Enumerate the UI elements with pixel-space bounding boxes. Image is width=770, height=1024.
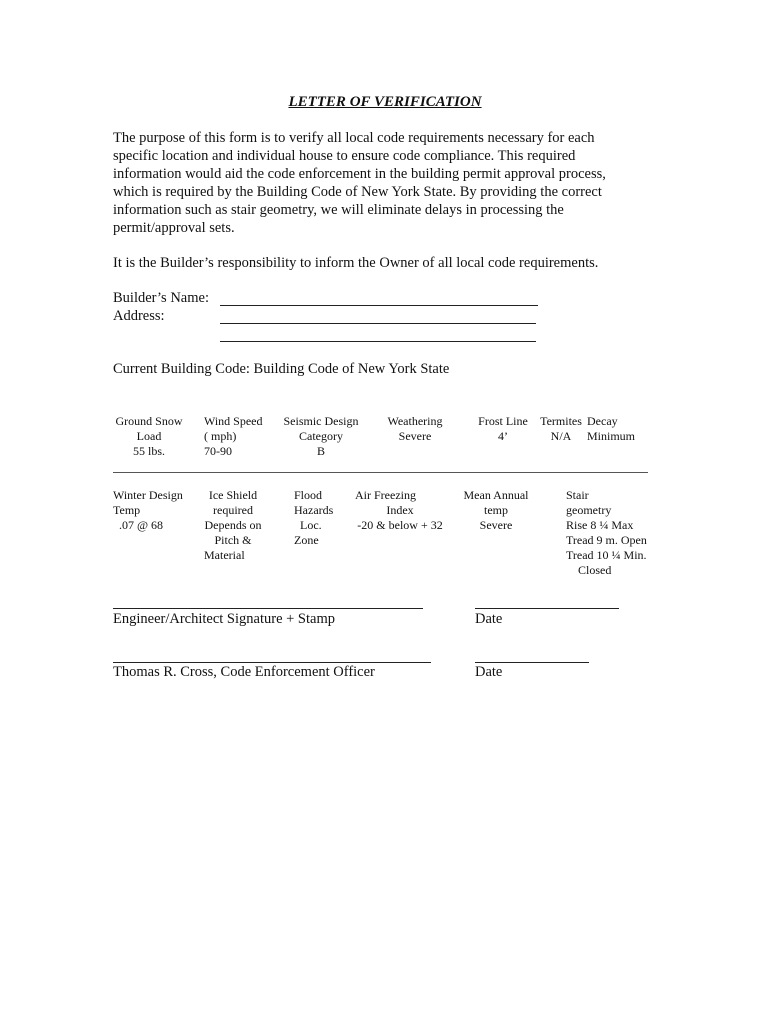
weathering-cell <box>384 414 446 444</box>
cell-line: Index <box>386 503 414 517</box>
intro-line: information such as stair geometry, we will eliminate delays in processing the <box>113 202 564 218</box>
cell-line: temp <box>484 503 508 517</box>
officer-signature-label: Thomas R. Cross, Code Enforcement Officer <box>113 664 375 680</box>
intro-line: specific location and individual house to ensure code compliance. This required <box>113 148 576 164</box>
stair-geometry-cell <box>566 488 647 578</box>
cell-line: Termites <box>540 414 582 428</box>
cell-line: Zone <box>294 533 319 547</box>
frost-line-cell <box>475 414 531 444</box>
address-line-1[interactable] <box>220 323 536 324</box>
cell-line: Hazards <box>294 503 334 517</box>
cell-line: Tread 10 ¼ Min. <box>566 548 647 562</box>
cell-line: 55 lbs. <box>132 444 165 458</box>
termites-cell <box>537 414 585 444</box>
intro-line: The purpose of this form is to verify all local code requirements necessary for each <box>113 130 595 146</box>
section-divider <box>113 472 648 473</box>
seismic-design-cell <box>281 414 361 459</box>
cell-line: Weathering <box>387 414 443 428</box>
cell-line: Material <box>204 548 245 562</box>
cell-line: Air Freezing <box>355 488 416 502</box>
cell-line: Severe <box>479 518 513 532</box>
decay-cell <box>587 414 635 444</box>
cell-line: Minimum <box>587 429 636 443</box>
intro-line: information would aid the code enforcement in the building permit approval process, <box>113 166 606 182</box>
cell-line: geometry <box>566 503 612 517</box>
cell-line: Load <box>136 429 162 443</box>
cell-line: Temp <box>113 503 141 517</box>
cell-line: 70-90 <box>204 444 232 458</box>
engineer-date-line[interactable] <box>475 608 619 609</box>
winter-design-cell <box>113 488 183 533</box>
intro-line: permit/approval sets. <box>113 220 235 236</box>
builders-name-line[interactable] <box>220 305 538 306</box>
responsibility-paragraph <box>113 254 653 272</box>
officer-date-line[interactable] <box>475 662 589 663</box>
cell-line: Severe <box>398 429 432 443</box>
responsibility-text: It is the Builder’s responsibility to inform the Owner of all local code requirements. <box>113 255 599 271</box>
cell-line: -20 & below + 32 <box>357 518 443 532</box>
cell-line: Loc. <box>300 518 322 532</box>
cell-line: Ice Shield <box>208 488 258 502</box>
cell-line: Closed <box>578 563 612 577</box>
cell-line: B <box>316 444 325 458</box>
cell-line: Decay <box>587 414 618 428</box>
mean-annual-cell <box>458 488 534 533</box>
cell-line: Flood <box>294 488 323 502</box>
cell-line: Depends on <box>204 518 262 532</box>
address-line-2[interactable] <box>220 341 536 342</box>
wind-speed-cell <box>204 414 263 459</box>
cell-line: Seismic Design <box>283 414 359 428</box>
intro-line: which is required by the Building Code of New York State. By providing the correct <box>113 184 602 200</box>
cell-line: Category <box>299 429 343 443</box>
cell-line: Wind Speed <box>204 414 263 428</box>
cell-line: .07 @ 68 <box>119 518 164 532</box>
air-freezing-cell <box>352 488 448 533</box>
cell-line: Pitch & <box>214 533 252 547</box>
document-title: LETTER OF VERIFICATION <box>288 94 482 110</box>
cell-line: Ground Snow <box>115 414 183 428</box>
cell-line: ( mph) <box>204 429 237 443</box>
address-label: Address: <box>113 308 165 324</box>
cell-line: Mean Annual <box>463 488 529 502</box>
officer-signature-line[interactable] <box>113 662 431 663</box>
ice-shield-cell <box>201 488 265 563</box>
officer-date-label: Date <box>475 664 503 680</box>
cell-line: required <box>213 503 253 517</box>
cell-line: Tread 9 m. Open <box>566 533 647 547</box>
cell-line: Frost Line <box>478 414 528 428</box>
cell-line: Winter Design <box>113 488 183 502</box>
cell-line: 4’ <box>498 429 508 443</box>
engineer-signature-line[interactable] <box>113 608 423 609</box>
builders-name-label: Builder’s Name: <box>113 290 209 306</box>
cell-line: N/A <box>550 429 572 443</box>
flood-cell <box>294 488 333 548</box>
engineer-date-label: Date <box>475 611 503 627</box>
cell-line: Stair <box>566 488 589 502</box>
engineer-signature-label: Engineer/Architect Signature + Stamp <box>113 611 335 627</box>
intro-paragraph <box>113 129 653 237</box>
cell-line: Rise 8 ¼ Max <box>566 518 634 532</box>
current-building-code: Current Building Code: Building Code of New York State <box>113 361 450 377</box>
ground-snow-cell <box>113 414 185 459</box>
